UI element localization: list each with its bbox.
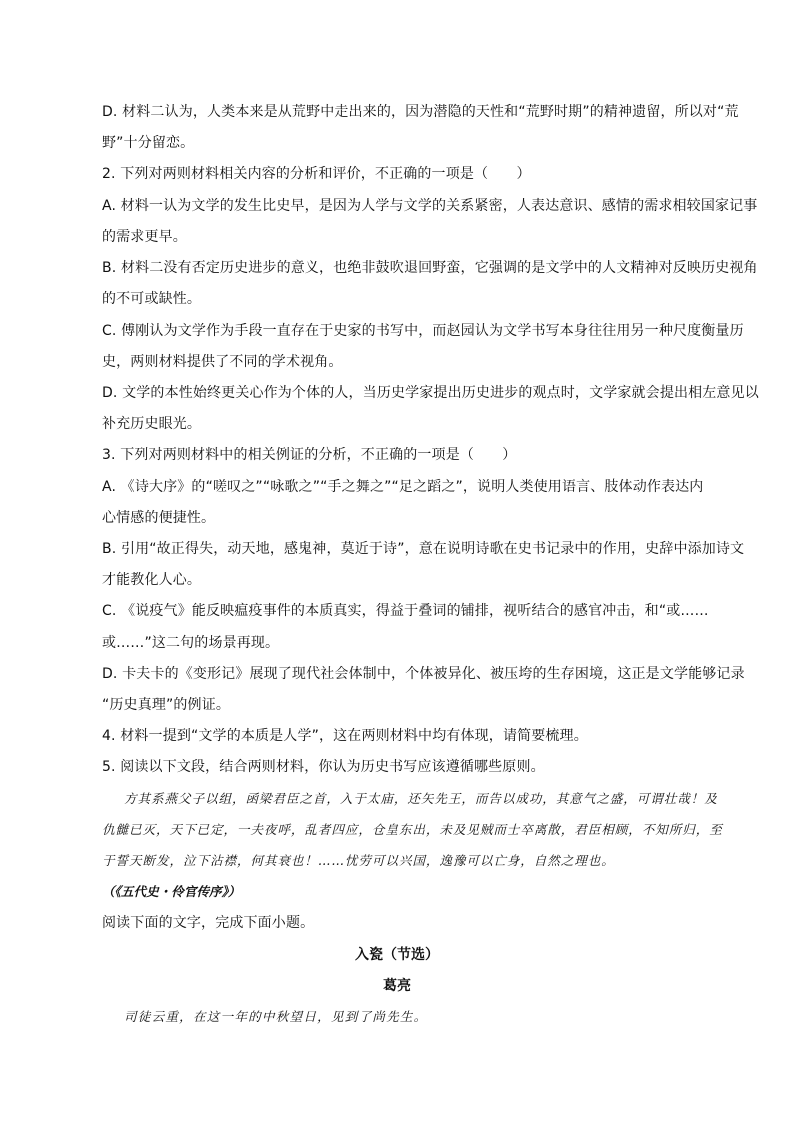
question-2-stem: 2. 下列对两则材料相关内容的分析和评价，不正确的一项是（ ） (102, 166, 531, 182)
q2-option-a-line-1: A. 材料一认为文学的发生比史早，是因为人学与文学的关系紧密，人表达意识、感情的需求相较国家记事 (102, 198, 758, 214)
q3-option-c-line-2: 或……”这二句的场景再现。 (102, 635, 280, 651)
q3-option-b-line-1: B. 引用“故正得失，动天地，感鬼神，莫近于诗”，意在说明诗歌在史书记录中的作用，史辞中添加诗文 (102, 541, 745, 557)
story-author: 葛亮 (383, 978, 411, 994)
q3-option-a-line-1: A. 《诗大序》的“嗟叹之”“咏歌之”“手之舞之”“足之蹈之”，说明人类使用语言、肢体动作表达内 (102, 479, 704, 495)
question-4: 4. 材料一提到“文学的本质是人学”，这在两则材料中均有体现，请简要梳理。 (102, 728, 588, 744)
reading-instruction: 阅读下面的文字，完成下面小题。 (102, 915, 315, 931)
quote-line-2: 仇雠已灭，天下已定，一夫夜呼，乱者四应，仓皇东出，未及见贼而士卒离散，君臣相顾，不知所归，至 (102, 822, 723, 837)
question-3-stem: 3. 下列对两则材料中的相关例证的分析，不正确的一项是（ ） (102, 447, 517, 463)
q3-option-b-line-2: 才能教化人心。 (102, 572, 202, 588)
q2-option-d-line-1: D. 文学的本性始终更关心作为个体的人，当历史学家提出历史进步的观点时，文学家就会提出相左意见以 (102, 385, 759, 401)
quote-line-3: 于誓天断发，泣下沾襟，何其衰也！……忧劳可以兴国，逸豫可以亡身，自然之理也。 (102, 853, 615, 868)
quote-line-1: 方其系燕父子以组，函梁君臣之首，入于太庙，还矢先王，而告以成功，其意气之盛，可谓壮哉！及 (124, 791, 718, 806)
q3-option-d-line-1: D. 卡夫卡的《变形记》展现了现代社会体制中，个体被异化、被压垮的生存困境，这正是文学能够记录 (102, 666, 745, 682)
q2-option-b-line-1: B. 材料二没有否定历史进步的意义，也绝非鼓吹退回野蛮，它强调的是文学中的人文精神对反映历史视角 (102, 260, 758, 276)
q2-option-a-line-2: 的需求更早。 (102, 229, 187, 245)
option-d-line-1: D. 材料二认为，人类本来是从荒野中走出来的，因为潜隐的天性和“荒野时期”的精神遗留，所以对“荒 (102, 104, 739, 120)
option-d-line-2: 野”十分留恋。 (102, 135, 195, 151)
question-5: 5. 阅读以下文段，结合两则材料，你认为历史书写应该遵循哪些原则。 (102, 759, 545, 775)
q2-option-c-line-2: 史，两则材料提供了不同的学术视角。 (102, 354, 343, 370)
q3-option-d-line-2: “历史真理”的例证。 (102, 697, 231, 713)
q2-option-d-line-2: 补充历史眼光。 (102, 416, 202, 432)
q3-option-c-line-1: C. 《说疫气》能反映瘟疫事件的本质真实，得益于叠词的铺排，视听结合的感官冲击，和“或…… (102, 603, 709, 619)
quote-source: （《五代史・伶官传序》） (102, 884, 241, 899)
story-first-line: 司徒云重，在这一年的中秋望日，见到了尚先生。 (124, 1009, 428, 1024)
q2-option-c-line-1: C. 傅刚认为文学作为手段一直存在于史家的书写中，而赵园认为文学书写本身往往用另一种尺度衡量历 (102, 323, 744, 339)
q2-option-b-line-2: 的不可或缺性。 (102, 291, 202, 307)
q3-option-a-line-2: 心情感的便捷性。 (102, 510, 216, 526)
story-title: 入瓷（节选） (355, 947, 439, 963)
